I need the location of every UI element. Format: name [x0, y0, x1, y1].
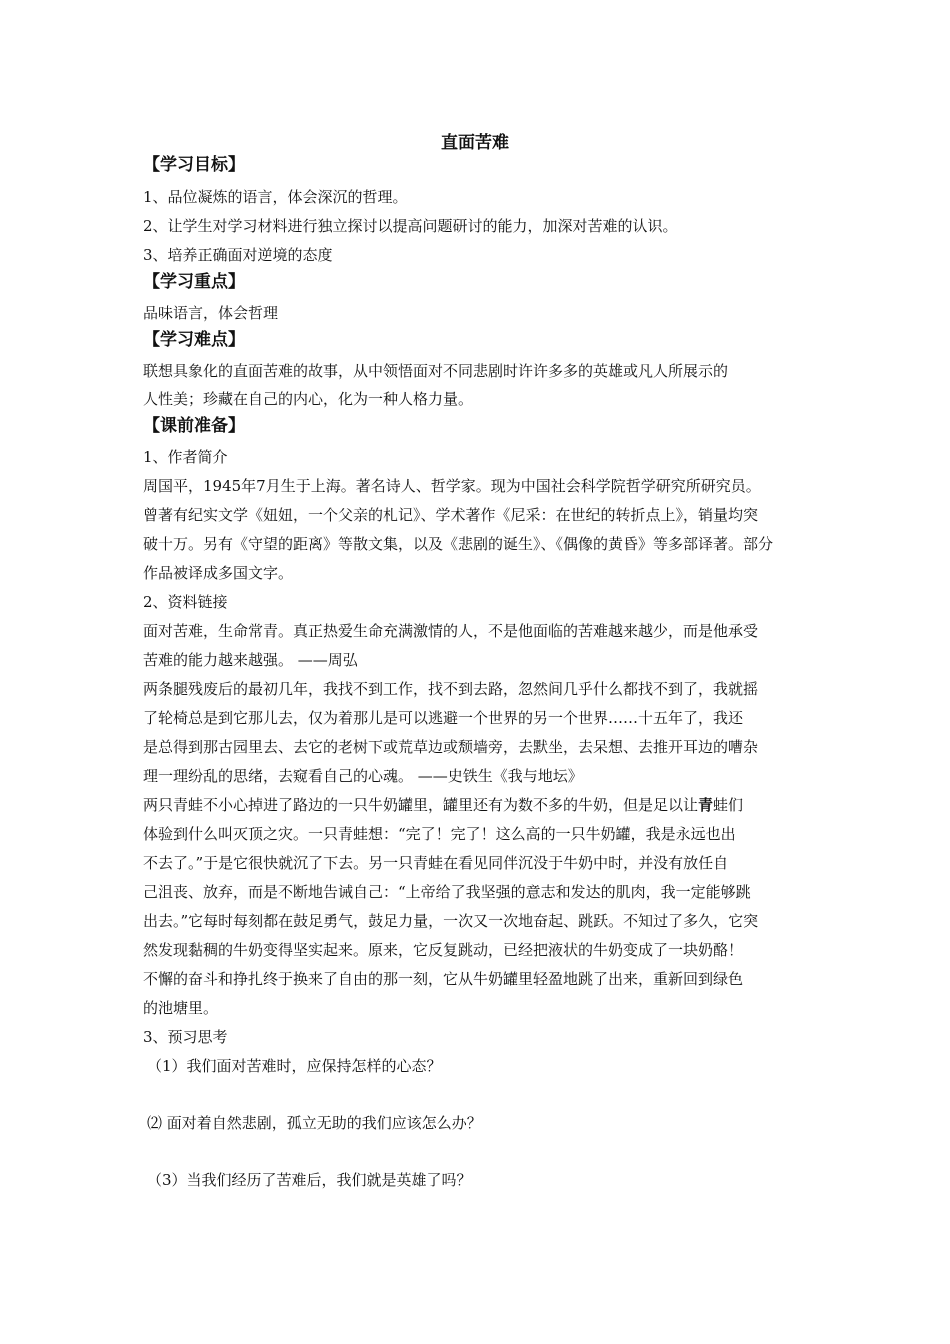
frog-story-bold: 青: [698, 796, 714, 814]
author-text: 周国平，1945年7月生于上海。著名诗人、哲学家。现为中国社会科学院哲学研究所研究员。: [143, 477, 761, 495]
goal-item: 2、让学生对学习材料进行独立探讨以提高问题研讨的能力，加深对苦难的认识。: [143, 217, 678, 235]
frog-story: 然发现黏稠的牛奶变得坚实起来。原来，它反复跳动，已经把液状的牛奶变成了一块奶酪！: [143, 941, 744, 959]
frog-story: 的池塘里。: [143, 999, 219, 1017]
author-text: 作品被译成多国文字。: [143, 564, 294, 582]
goal-item: 1、品位凝炼的语言，体会深沉的哲理。: [143, 188, 408, 206]
frog-story: 不去了。”于是它很快就沉了下去。另一只青蛙在看见同伴沉没于牛奶中时，并没有放任自: [143, 854, 729, 872]
frog-story: [143, 795, 823, 815]
author-subheading: 1、作者简介: [143, 448, 228, 466]
page-title: 直面苦难: [441, 133, 509, 153]
frog-story: 体验到什么叫灭顶之灾。一只青蛙想：“完了！完了！这么高的一只牛奶罐，我是永远也出: [143, 825, 736, 843]
prep-heading: 【课前准备】: [143, 416, 245, 436]
quote-zhouhong: 面对苦难，生命常青。真正热爱生命充满激情的人，不是他面临的苦难越来越少，而是他承受: [143, 622, 759, 640]
author-text: 破十万。另有《守望的距离》等散文集，以及《悲剧的诞生》、《偶像的黄昏》等多部译著。部分: [143, 535, 774, 553]
focus-heading: 【学习重点】: [143, 272, 245, 292]
difficulty-heading: 【学习难点】: [143, 330, 245, 350]
quote-shitiesheng: 理一理纷乱的思绪，去窥看自己的心魂。 ——史铁生《我与地坛》: [143, 767, 583, 785]
focus-text: 品味语言，体会哲理: [143, 304, 279, 322]
frog-story: 不懈的奋斗和挣扎终于换来了自由的那一刻，它从牛奶罐里轻盈地跳了出来，重新回到绿色: [143, 970, 744, 988]
difficulty-text: 联想具象化的直面苦难的故事，从中领悟面对不同悲剧时许许多多的英雄或凡人所展示的: [143, 362, 729, 380]
link-subheading: 2、资料链接: [143, 593, 228, 611]
frog-story-text: 蛙们: [713, 796, 744, 814]
quote-shitiesheng: 是总得到那古园里去、去它的老树下或荒草边或颓墙旁，去默坐，去呆想、去推开耳边的嘈杂: [143, 738, 759, 756]
quote-shitiesheng: 了轮椅总是到它那儿去，仅为着那儿是可以逃避一个世界的另一个世界……十五年了，我还: [143, 709, 744, 727]
question-item: （3）当我们经历了苦难后，我们就是英雄了吗？: [147, 1171, 472, 1189]
goal-item: 3、培养正确面对逆境的态度: [143, 246, 333, 264]
frog-story: 己沮丧、放弃，而是不断地告诫自己：“上帝给了我坚强的意志和发达的肌肉，我一定能够跳: [143, 883, 751, 901]
author-text: 曾著有纪实文学《妞妞，一个父亲的札记》、学术著作《尼采：在世纪的转折点上》，销量均突: [143, 506, 759, 524]
question-item: ⑵ 面对着自然悲剧，孤立无助的我们应该怎么办？: [147, 1114, 482, 1132]
quote-shitiesheng: 两条腿残废后的最初几年，我找不到工作，找不到去路，忽然间几乎什么都找不到了，我就摇: [143, 680, 759, 698]
goals-heading: 【学习目标】: [143, 155, 245, 175]
frog-story-text: 两只青蛙不小心掉进了路边的一只牛奶罐里，罐里还有为数不多的牛奶，但是足以让: [143, 796, 699, 814]
question-item: （1）我们面对苦难时，应保持怎样的心态？: [147, 1057, 442, 1075]
think-subheading: 3、预习思考: [143, 1028, 228, 1046]
quote-zhouhong: 苦难的能力越来越强。 ——周弘: [143, 651, 358, 669]
difficulty-text: 人性美；珍藏在自己的内心，化为一种人格力量。: [143, 390, 474, 408]
frog-story: 出去。”它每时每刻都在鼓足勇气，鼓足力量，一次又一次地奋起、跳跃。不知过了多久，它突: [143, 912, 759, 930]
